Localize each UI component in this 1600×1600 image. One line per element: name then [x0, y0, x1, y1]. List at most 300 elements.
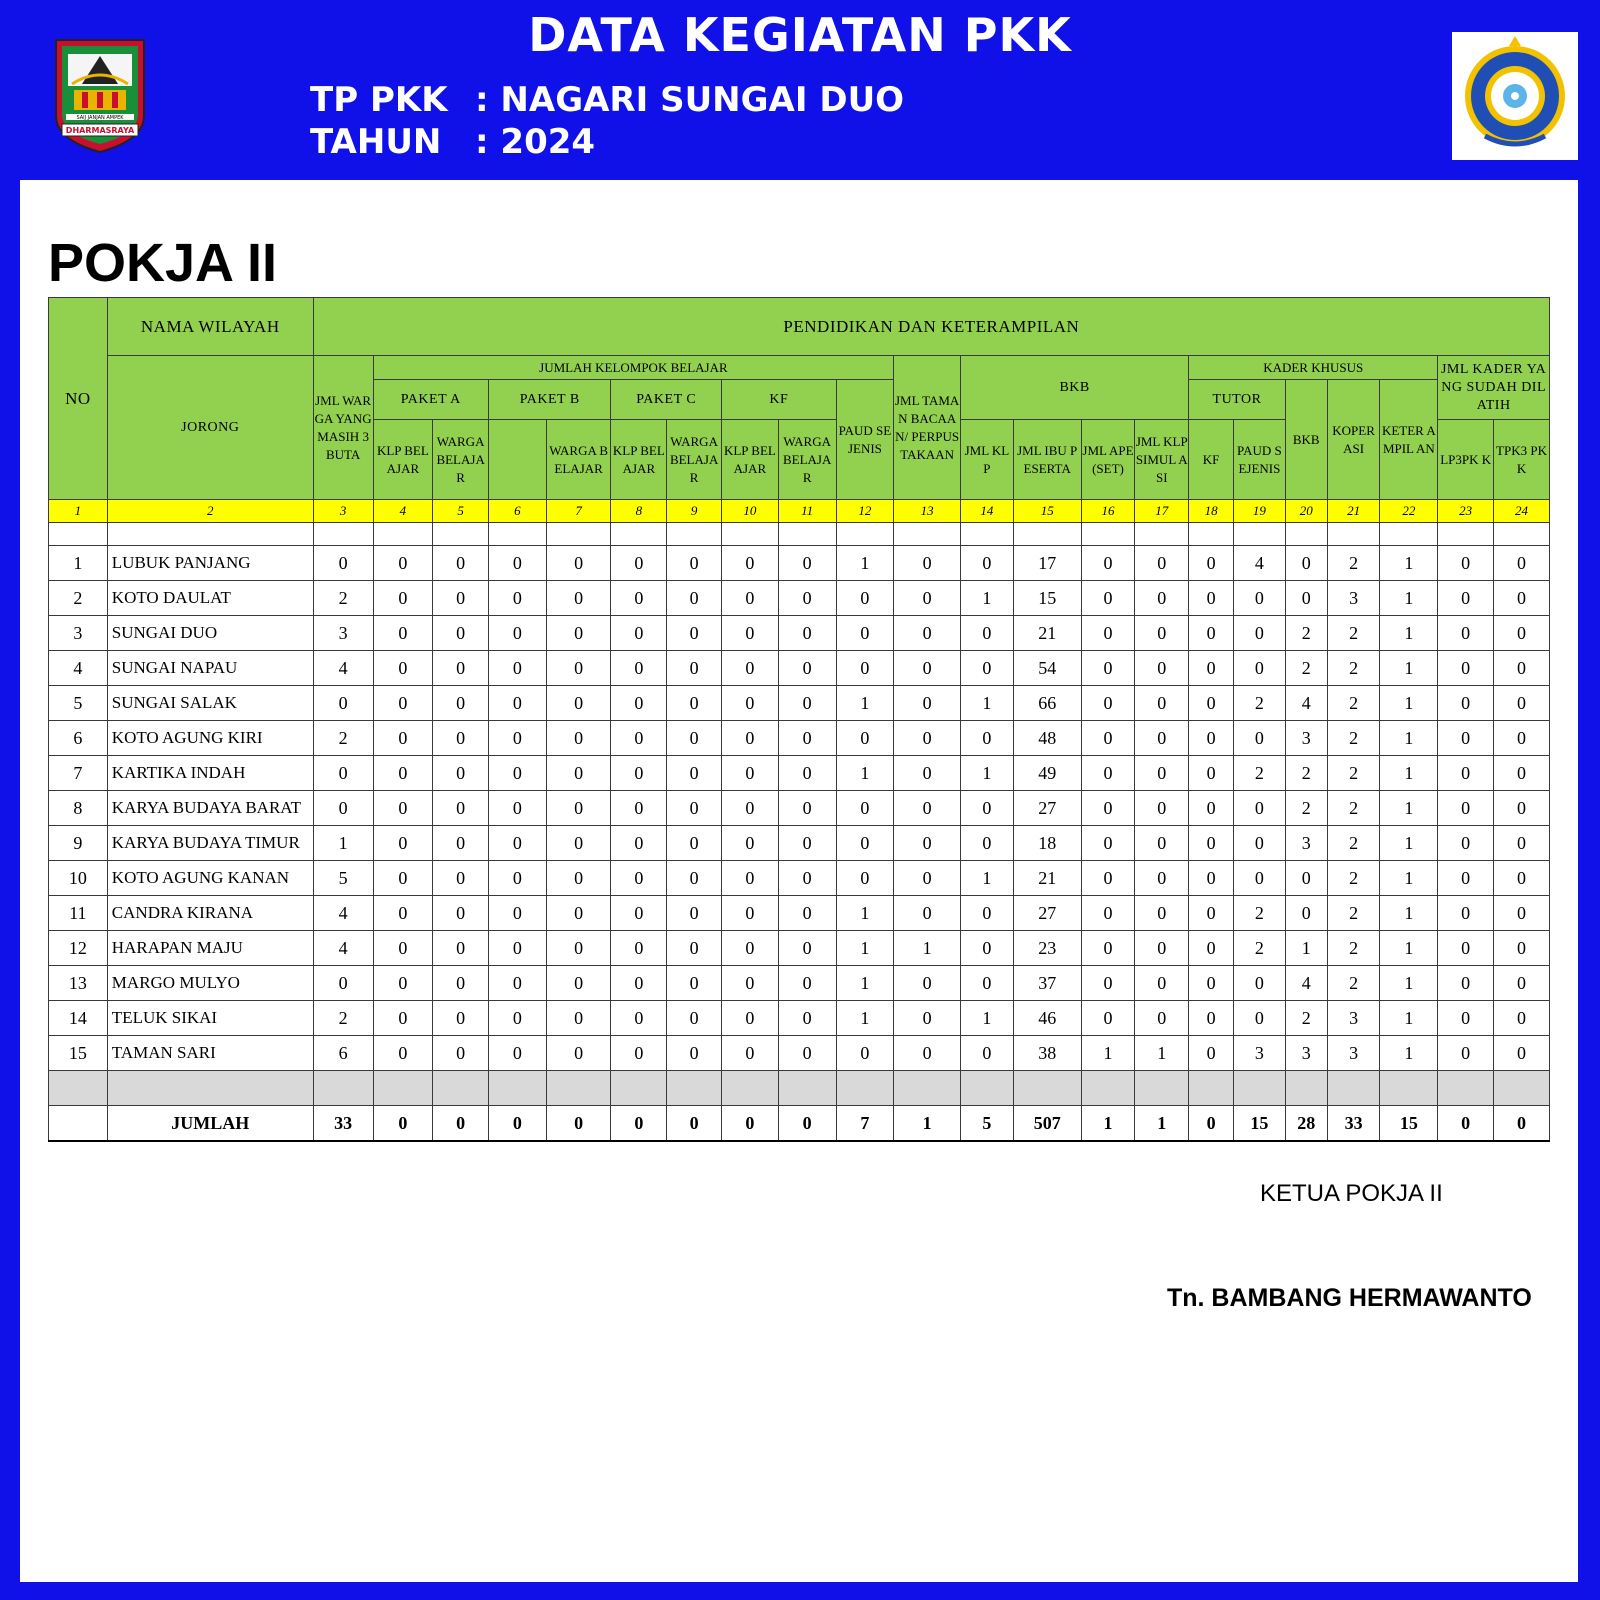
total-cell: 507: [1013, 1106, 1081, 1142]
table-cell: 0: [778, 896, 836, 931]
table-cell: 0: [489, 896, 547, 931]
table-cell: 0: [313, 966, 373, 1001]
table-cell: 0: [1081, 1001, 1135, 1036]
table-cell: 0: [1189, 826, 1234, 861]
table-cell: 0: [961, 616, 1014, 651]
table-cell: 5: [313, 861, 373, 896]
table-cell: 0: [894, 721, 961, 756]
table-cell: 0: [778, 686, 836, 721]
table-cell: 0: [1135, 756, 1189, 791]
table-row: [49, 616, 1550, 651]
table-cell: 0: [836, 581, 894, 616]
total-cell: 0: [722, 1106, 779, 1142]
table-body: [49, 523, 1550, 1142]
table-cell: 1: [894, 931, 961, 966]
table-cell: 0: [778, 581, 836, 616]
table-cell: 0: [1189, 721, 1234, 756]
total-cell: 7: [836, 1106, 894, 1142]
header-jml-klp-simul: JML KLP SIMUL ASI: [1135, 420, 1189, 500]
table-cell: 0: [313, 791, 373, 826]
total-cell: 1: [1081, 1106, 1135, 1142]
table-cell: 0: [1189, 861, 1234, 896]
table-cell: 1: [836, 896, 894, 931]
column-index-cell: 22: [1380, 500, 1438, 523]
table-cell: 0: [546, 616, 611, 651]
table-cell: 0: [894, 861, 961, 896]
table-cell: 0: [1189, 896, 1234, 931]
table-cell: 0: [1494, 791, 1550, 826]
table-cell: 2: [1327, 756, 1380, 791]
header-banner: [0, 0, 1600, 180]
spacer-cell: [1233, 1071, 1285, 1106]
header-koperasi: KOPER ASI: [1327, 380, 1380, 500]
table-cell: 2: [1327, 651, 1380, 686]
table-cell: 0: [1494, 966, 1550, 1001]
table-cell: 0: [1494, 896, 1550, 931]
table-cell: 3: [1285, 1036, 1327, 1071]
column-index-cell: 3: [313, 500, 373, 523]
table-cell: 0: [373, 966, 433, 1001]
table-cell: 0: [722, 651, 779, 686]
header-kf: KF: [722, 380, 837, 420]
column-index-cell: 9: [667, 500, 722, 523]
table-cell: 3: [313, 616, 373, 651]
table-cell: 0: [373, 1036, 433, 1071]
total-cell: 0: [611, 1106, 667, 1142]
table-cell: 0: [313, 546, 373, 581]
table-cell: 0: [489, 546, 547, 581]
table-row: [49, 581, 1550, 616]
row-number: 13: [49, 966, 108, 1001]
page-title: DATA KEGIATAN PKK: [528, 8, 1072, 62]
table-cell: 0: [1494, 686, 1550, 721]
table-cell: 0: [611, 861, 667, 896]
table-cell: 48: [1013, 721, 1081, 756]
table-cell: 0: [546, 931, 611, 966]
spacer-cell: [1327, 1071, 1380, 1106]
table-cell: 0: [894, 826, 961, 861]
table-cell: 0: [1494, 1001, 1550, 1036]
table-cell: 0: [373, 1001, 433, 1036]
table-cell: 0: [546, 861, 611, 896]
table-cell: 4: [1285, 686, 1327, 721]
table-cell: 0: [1189, 966, 1234, 1001]
table-cell: 0: [1135, 581, 1189, 616]
table-cell: 0: [722, 791, 779, 826]
table-cell: 0: [1189, 1001, 1234, 1036]
table-cell: 27: [1013, 896, 1081, 931]
table-cell: 0: [433, 651, 489, 686]
table-cell: 0: [667, 581, 722, 616]
table-cell: 1: [836, 686, 894, 721]
table-row: [49, 651, 1550, 686]
table-cell: 66: [1013, 686, 1081, 721]
table-cell: 0: [1438, 1036, 1494, 1071]
table-cell: 0: [667, 651, 722, 686]
spacer-cell: [894, 1071, 961, 1106]
table-cell: 2: [1327, 931, 1380, 966]
table-cell: 0: [778, 826, 836, 861]
table-cell: 1: [1380, 651, 1438, 686]
total-cell: 0: [433, 1106, 489, 1142]
spacer-row: [49, 1071, 1550, 1106]
table-cell: 0: [1285, 581, 1327, 616]
table-cell: 0: [1081, 861, 1135, 896]
table-cell: 2: [1285, 651, 1327, 686]
table-cell: 0: [1438, 581, 1494, 616]
table-cell: 0: [778, 616, 836, 651]
table-cell: 0: [611, 1001, 667, 1036]
total-row: [49, 1106, 1550, 1142]
table-cell: 0: [611, 721, 667, 756]
spacer-cell: [1494, 1071, 1550, 1106]
table-cell: 2: [1285, 791, 1327, 826]
column-index-cell: 10: [722, 500, 779, 523]
table-cell: 0: [722, 756, 779, 791]
table-cell: 0: [778, 1001, 836, 1036]
column-index-cell: 6: [489, 500, 547, 523]
table-cell: 0: [1233, 791, 1285, 826]
table-cell: 0: [1285, 896, 1327, 931]
total-cell: 0: [1189, 1106, 1234, 1142]
jorong-name: KARTIKA INDAH: [107, 756, 313, 791]
header-jml-ibu: JML IBU PESERTA: [1013, 420, 1081, 500]
table-cell: 3: [1285, 721, 1327, 756]
table-cell: 2: [1327, 826, 1380, 861]
table-cell: 0: [611, 546, 667, 581]
row-number: 10: [49, 861, 108, 896]
table-cell: 0: [1494, 581, 1550, 616]
spacer-cell: [1438, 1071, 1494, 1106]
jorong-name: KARYA BUDAYA TIMUR: [107, 826, 313, 861]
table-cell: 0: [894, 651, 961, 686]
total-cell: 1: [894, 1106, 961, 1142]
row-number: 15: [49, 1036, 108, 1071]
jorong-name: MARGO MULYO: [107, 966, 313, 1001]
table-cell: 0: [667, 756, 722, 791]
table-cell: 18: [1013, 826, 1081, 861]
table-cell: 0: [373, 616, 433, 651]
table-cell: 0: [373, 756, 433, 791]
table-cell: 2: [1327, 686, 1380, 721]
table-cell: 0: [667, 616, 722, 651]
table-row: [49, 931, 1550, 966]
table-cell: 0: [433, 756, 489, 791]
column-index-cell: 24: [1494, 500, 1550, 523]
jorong-name: KARYA BUDAYA BARAT: [107, 791, 313, 826]
table-cell: 0: [894, 966, 961, 1001]
table-cell: 1: [836, 1001, 894, 1036]
table-cell: 0: [489, 1001, 547, 1036]
table-cell: 2: [313, 1001, 373, 1036]
table-cell: 0: [433, 546, 489, 581]
table-cell: 0: [961, 791, 1014, 826]
table-cell: 0: [546, 651, 611, 686]
table-cell: 0: [961, 546, 1014, 581]
table-cell: 0: [722, 931, 779, 966]
table-cell: 0: [373, 791, 433, 826]
column-index-cell: 12: [836, 500, 894, 523]
header-klp-belajar-kf: KLP BELAJAR: [722, 420, 779, 500]
table-cell: 0: [1135, 651, 1189, 686]
table-cell: 1: [1380, 756, 1438, 791]
table-cell: 0: [778, 966, 836, 1001]
table-cell: 2: [1327, 546, 1380, 581]
table-cell: 0: [546, 896, 611, 931]
table-cell: 1: [1380, 686, 1438, 721]
spacer-cell: [836, 1071, 894, 1106]
table-cell: 0: [667, 1001, 722, 1036]
jorong-name: HARAPAN MAJU: [107, 931, 313, 966]
table-cell: 0: [1135, 931, 1189, 966]
row-number: 5: [49, 686, 108, 721]
table-cell: 0: [611, 791, 667, 826]
header-lp3pkk: LP3PK K: [1438, 420, 1494, 500]
table-cell: 0: [373, 546, 433, 581]
table-cell: 0: [961, 826, 1014, 861]
table-cell: 1: [313, 826, 373, 861]
table-cell: 0: [1135, 616, 1189, 651]
header-klp-belajar-b: [489, 420, 547, 500]
total-cell: 33: [1327, 1106, 1380, 1142]
spacer-cell: [961, 1071, 1014, 1106]
table-cell: 2: [1285, 616, 1327, 651]
table-cell: 0: [313, 756, 373, 791]
total-empty-cell: [49, 1106, 108, 1142]
table-cell: 0: [489, 581, 547, 616]
jorong-name: SUNGAI NAPAU: [107, 651, 313, 686]
spacer-cell: [373, 1071, 433, 1106]
header-tpk3pkk: TPK3 PKK: [1494, 420, 1550, 500]
table-cell: 0: [894, 581, 961, 616]
table-cell: 0: [1189, 791, 1234, 826]
table-cell: 0: [961, 966, 1014, 1001]
table-cell: 4: [313, 931, 373, 966]
header-no: NO: [49, 298, 108, 500]
table-row: [49, 966, 1550, 1001]
table-cell: 0: [489, 966, 547, 1001]
table-cell: 0: [894, 1036, 961, 1071]
table-cell: 0: [489, 756, 547, 791]
table-cell: 0: [1081, 826, 1135, 861]
blank-row: [49, 523, 1550, 546]
table-cell: 0: [313, 686, 373, 721]
table-cell: 0: [1233, 721, 1285, 756]
column-index-cell: 16: [1081, 500, 1135, 523]
table-cell: 0: [1189, 1036, 1234, 1071]
table-cell: 1: [1380, 896, 1438, 931]
table-row: [49, 686, 1550, 721]
table-cell: 0: [836, 826, 894, 861]
table-cell: 0: [836, 791, 894, 826]
table-cell: 3: [1327, 1001, 1380, 1036]
tahun-line: [310, 122, 595, 162]
column-index-cell: 7: [546, 500, 611, 523]
jorong-name: KOTO DAULAT: [107, 581, 313, 616]
table-cell: 0: [836, 1036, 894, 1071]
table-cell: 0: [1081, 616, 1135, 651]
table-cell: 0: [546, 1036, 611, 1071]
table-cell: 0: [1081, 581, 1135, 616]
table-cell: 0: [433, 1001, 489, 1036]
table-cell: 0: [836, 651, 894, 686]
table-row: [49, 546, 1550, 581]
table-cell: 0: [1494, 616, 1550, 651]
table-cell: 2: [313, 581, 373, 616]
table-cell: 1: [1380, 616, 1438, 651]
table-cell: 0: [894, 546, 961, 581]
column-index-cell: 4: [373, 500, 433, 523]
table-cell: 0: [836, 616, 894, 651]
table-cell: 0: [722, 966, 779, 1001]
table-cell: 0: [1081, 651, 1135, 686]
table-cell: 0: [961, 721, 1014, 756]
table-cell: 0: [1081, 546, 1135, 581]
table-cell: 0: [778, 651, 836, 686]
table-cell: 0: [667, 686, 722, 721]
row-number: 1: [49, 546, 108, 581]
table-cell: 0: [1233, 826, 1285, 861]
table-cell: 0: [1233, 581, 1285, 616]
header-kader-khusus: KADER KHUSUS: [1189, 356, 1438, 380]
table-cell: 0: [961, 931, 1014, 966]
table-cell: 15: [1013, 581, 1081, 616]
table-cell: 0: [1081, 966, 1135, 1001]
table-cell: 4: [1233, 546, 1285, 581]
table-cell: 2: [1327, 791, 1380, 826]
section-title: POKJA II: [48, 233, 278, 293]
table-cell: 0: [611, 826, 667, 861]
total-label: JUMLAH: [107, 1106, 313, 1142]
table-cell: 0: [1494, 721, 1550, 756]
table-cell: 0: [433, 966, 489, 1001]
spacer-cell: [1081, 1071, 1135, 1106]
table-cell: 0: [1494, 651, 1550, 686]
table-cell: 1: [1380, 931, 1438, 966]
table-cell: 0: [1135, 1001, 1189, 1036]
table-cell: 1: [1135, 1036, 1189, 1071]
spacer-cell: [1013, 1071, 1081, 1106]
jorong-name: TAMAN SARI: [107, 1036, 313, 1071]
table-cell: 0: [1081, 756, 1135, 791]
table-cell: 0: [1438, 791, 1494, 826]
table-cell: 0: [373, 826, 433, 861]
table-cell: 1: [961, 686, 1014, 721]
total-cell: 1: [1135, 1106, 1189, 1142]
table-cell: 0: [546, 1001, 611, 1036]
table-cell: 0: [546, 966, 611, 1001]
header-jorong: JORONG: [107, 356, 313, 500]
table-cell: 0: [1494, 756, 1550, 791]
table-cell: 0: [1233, 861, 1285, 896]
table-cell: 0: [1494, 546, 1550, 581]
table-cell: 0: [894, 896, 961, 931]
table-cell: 0: [667, 826, 722, 861]
table-cell: 0: [546, 791, 611, 826]
table-cell: 0: [1135, 791, 1189, 826]
header-bkb: BKB: [961, 356, 1189, 420]
table-cell: 2: [1327, 616, 1380, 651]
column-index-cell: 15: [1013, 500, 1081, 523]
table-row: [49, 721, 1550, 756]
column-index-cell: 19: [1233, 500, 1285, 523]
table-cell: 21: [1013, 616, 1081, 651]
table-cell: 0: [894, 756, 961, 791]
column-index-cell: 23: [1438, 500, 1494, 523]
table-cell: 3: [1285, 826, 1327, 861]
table-cell: 3: [1233, 1036, 1285, 1071]
total-cell: 0: [546, 1106, 611, 1142]
table-row: [49, 861, 1550, 896]
table-cell: 0: [1494, 1036, 1550, 1071]
table-cell: 1: [836, 966, 894, 1001]
table-cell: 0: [1438, 686, 1494, 721]
table-cell: 0: [546, 581, 611, 616]
table-cell: 0: [433, 861, 489, 896]
table-cell: 0: [433, 686, 489, 721]
table-cell: 0: [373, 581, 433, 616]
table-cell: 2: [1233, 686, 1285, 721]
table-cell: 0: [546, 686, 611, 721]
pokja-table: [48, 297, 1550, 1142]
table-cell: 0: [546, 826, 611, 861]
table-cell: 0: [1189, 616, 1234, 651]
table-cell: 0: [1135, 896, 1189, 931]
table-cell: 0: [373, 896, 433, 931]
table-cell: 0: [894, 616, 961, 651]
table-cell: 2: [1233, 896, 1285, 931]
table-cell: 0: [722, 616, 779, 651]
table-cell: 0: [489, 721, 547, 756]
table-cell: 0: [778, 721, 836, 756]
column-index-cell: 11: [778, 500, 836, 523]
table-cell: 2: [313, 721, 373, 756]
table-cell: 0: [894, 791, 961, 826]
column-index-cell: 14: [961, 500, 1014, 523]
table-cell: 0: [1438, 966, 1494, 1001]
spacer-cell: [49, 1071, 108, 1106]
header-jumlah-kelompok: JUMLAH KELOMPOK BELAJAR: [373, 356, 894, 380]
table-cell: 0: [722, 1036, 779, 1071]
table-cell: 1: [961, 1001, 1014, 1036]
table-cell: 0: [1135, 686, 1189, 721]
header-paket-a: PAKET A: [373, 380, 489, 420]
table-cell: 0: [1189, 651, 1234, 686]
total-cell: 0: [1494, 1106, 1550, 1142]
table-cell: 0: [1438, 651, 1494, 686]
spacer-cell: [778, 1071, 836, 1106]
table-cell: 0: [722, 896, 779, 931]
table-cell: 0: [1135, 721, 1189, 756]
table-cell: 1: [1285, 931, 1327, 966]
header-jml-kader: JML KADER YANG SUDAH DILATIH: [1438, 356, 1550, 420]
table-cell: 0: [961, 651, 1014, 686]
tahun-label: TAHUN: [310, 122, 442, 162]
table-cell: 49: [1013, 756, 1081, 791]
logo-caption: DHARMASRAYA: [65, 126, 135, 135]
table-cell: 0: [373, 686, 433, 721]
tp-pkk-label: TP PKK: [310, 80, 448, 120]
table-cell: 0: [546, 756, 611, 791]
table-cell: 0: [1189, 756, 1234, 791]
content-area: [20, 180, 1578, 1582]
table-cell: 0: [1081, 791, 1135, 826]
table-cell: 1: [1380, 861, 1438, 896]
table-cell: 0: [433, 1036, 489, 1071]
table-cell: 0: [373, 721, 433, 756]
header-bkb-kader: BKB: [1285, 380, 1327, 500]
header-warga-belajar-a: WARGA BELAJAR: [433, 420, 489, 500]
